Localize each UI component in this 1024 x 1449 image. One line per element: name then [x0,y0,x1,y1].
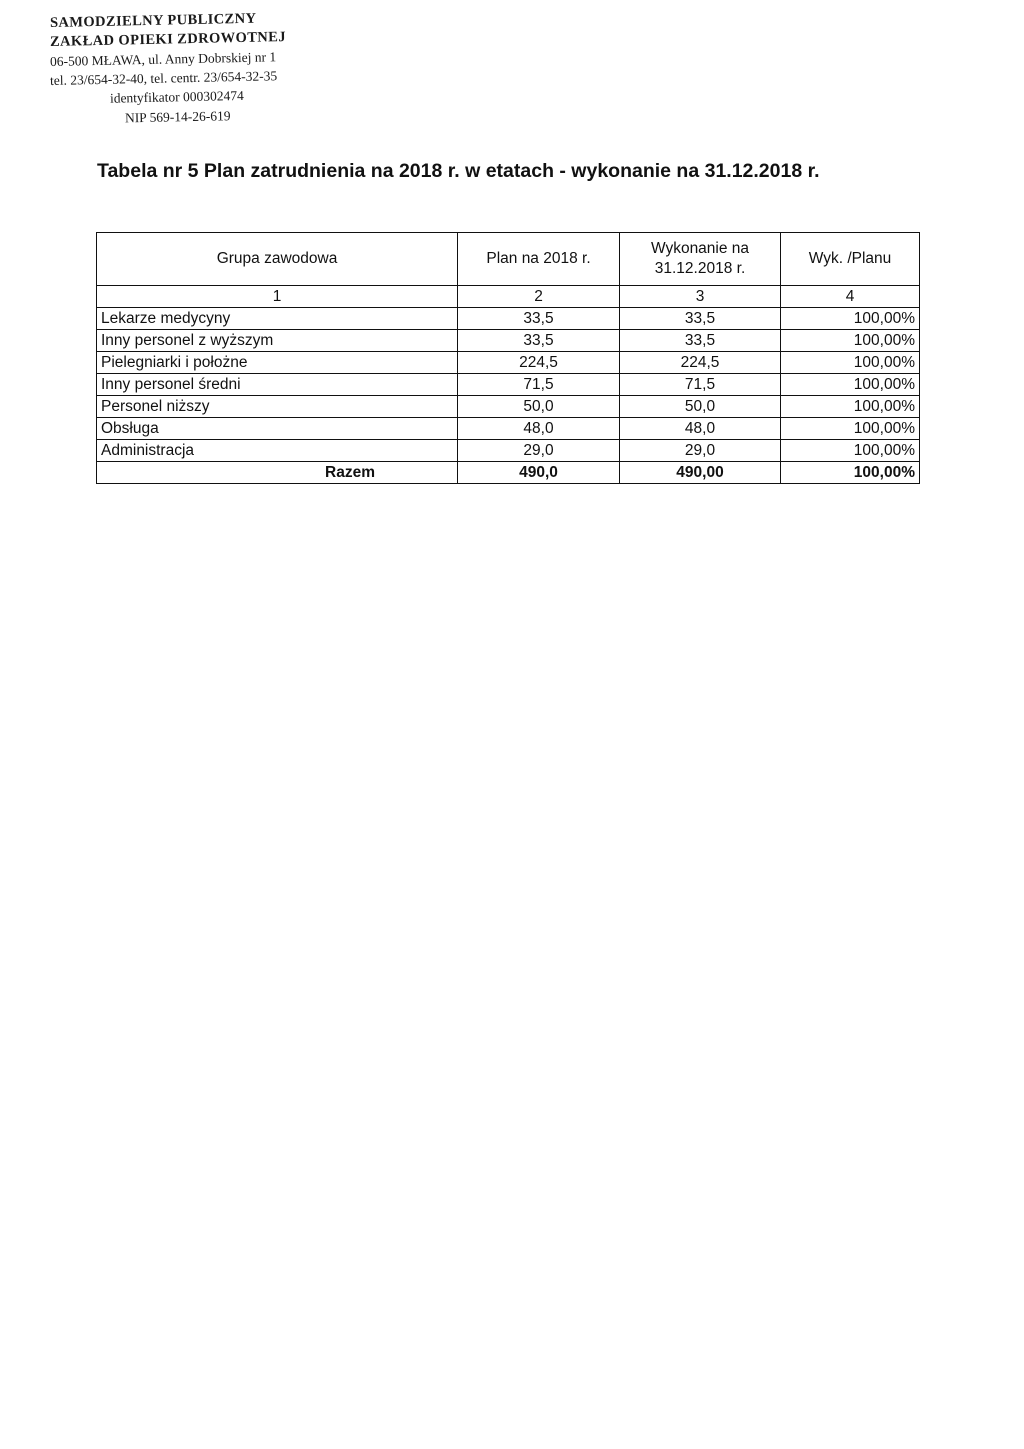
row-done: 224,5 [620,352,781,374]
row-ratio: 100,00% [781,418,920,440]
row-group: Obsługa [97,418,458,440]
stamp-line-identifier: identyfikator 000302474 [109,87,244,106]
employment-plan-table [96,232,920,484]
header-done-line-2: 31.12.2018 r. [654,260,746,277]
table-row [97,418,920,440]
table-row [97,308,920,330]
row-ratio: 100,00% [781,352,920,374]
row-done: 71,5 [620,374,781,396]
total-row [97,462,920,484]
row-ratio: 100,00% [781,308,920,330]
header-done-line-1: Wykonanie na [650,240,750,257]
table-row [97,396,920,418]
row-ratio: 100,00% [781,330,920,352]
row-plan: 71,5 [458,374,620,396]
column-number-row [97,286,920,308]
row-group: Pielegniarki i położne [97,352,458,374]
institution-stamp [49,10,350,130]
stamp-line-name-1: SAMODZIELNY PUBLICZNY [49,10,257,31]
row-plan: 224,5 [458,352,620,374]
total-plan: 490,0 [458,462,620,484]
header-group: Grupa zawodowa [97,233,458,286]
table-header-row [97,233,920,286]
column-number: 3 [620,286,781,308]
row-done: 50,0 [620,396,781,418]
column-number: 1 [97,286,458,308]
table-row [97,352,920,374]
row-group: Inny personel średni [97,374,458,396]
stamp-line-phone: tel. 23/654-32-40, tel. centr. 23/654-32-35 [49,68,278,88]
row-plan: 50,0 [458,396,620,418]
column-number: 4 [781,286,920,308]
total-label: Razem [97,462,458,484]
row-ratio: 100,00% [781,440,920,462]
row-plan: 29,0 [458,440,620,462]
table-row [97,330,920,352]
header-done [620,233,781,286]
stamp-line-nip: NIP 569-14-26-619 [124,108,231,126]
row-plan: 33,5 [458,308,620,330]
row-ratio: 100,00% [781,396,920,418]
row-done: 48,0 [620,418,781,440]
row-group: Inny personel z wyższym [97,330,458,352]
row-plan: 33,5 [458,330,620,352]
column-number: 2 [458,286,620,308]
row-plan: 48,0 [458,418,620,440]
row-group: Administracja [97,440,458,462]
table-row [97,374,920,396]
total-done: 490,00 [620,462,781,484]
stamp-line-name-2: ZAKŁAD OPIEKI ZDROWOTNEJ [49,29,287,50]
total-ratio: 100,00% [781,462,920,484]
document-title: Tabela nr 5 Plan zatrudnienia na 2018 r. w etatach - wykonanie na 31.12.2018 r. [97,160,820,182]
header-plan: Plan na 2018 r. [458,233,620,286]
row-done: 33,5 [620,308,781,330]
table-row [97,440,920,462]
header-ratio: Wyk. /Planu [781,233,920,286]
row-group: Lekarze medycyny [97,308,458,330]
row-group: Personel niższy [97,396,458,418]
stamp-line-address: 06-500 MŁAWA, ul. Anny Dobrskiej nr 1 [49,49,277,69]
row-done: 33,5 [620,330,781,352]
row-ratio: 100,00% [781,374,920,396]
row-done: 29,0 [620,440,781,462]
